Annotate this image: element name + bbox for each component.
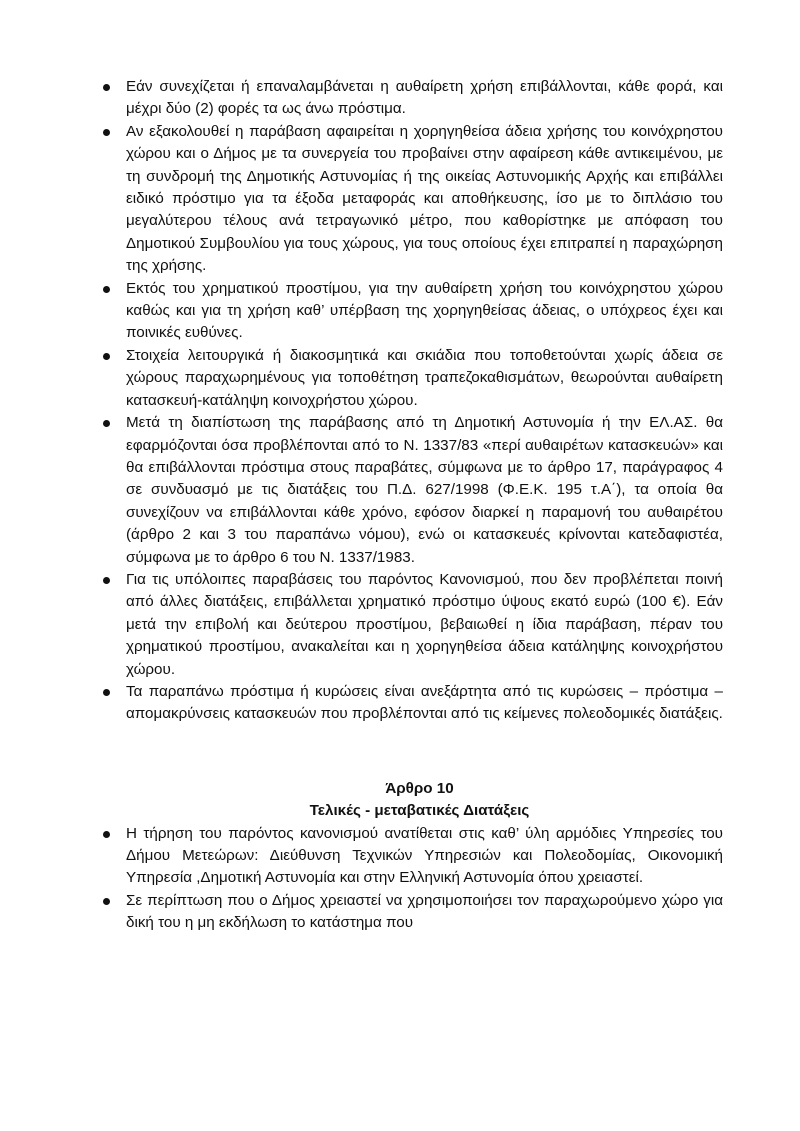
section-spacer bbox=[126, 726, 723, 778]
article-title: Τελικές - μεταβατικές Διατάξεις bbox=[309, 802, 530, 820]
list-item-text: Στοιχεία λειτουργικά ή διακοσμητικά και σκιάδια που τοποθετούνται χωρίς άδεια σε χώρους παραχωρημένους για τοποθέτηση τραπεζοκαθισμάτων, θεωρούνται αυθαίρετη κατασκευή-κατάληψη κοινοχρήστου χώρου. bbox=[126, 346, 723, 409]
penalties-list bbox=[126, 76, 723, 726]
list-item bbox=[126, 121, 723, 278]
bullet-icon bbox=[103, 353, 110, 360]
bullet-icon bbox=[103, 84, 110, 91]
bullet-icon bbox=[103, 689, 110, 696]
list-item-text: Αν εξακολουθεί η παράβαση αφαιρείται η χορηγηθείσα άδεια χρήσης του κοινόχρηστου χώρου και ο Δήμος με τα συνεργεία του προβαίνει στην αφαίρεση κάθε αντικειμένου, με τη συνδρομή της Δημοτικής Αστυνομίας ή της οικείας Αστυνομικής Αρχής και επιβάλλει ειδικό πρόστιμο για τα έξοδα μεταφοράς και αποθήκευσης, ίσο με το διπλάσιο του μεγαλύτερου τέλους ανά τετραγωνικό μέτρο, που καθορίστηκε με απόφαση του Δημοτικού Συμβουλίου για τους χώρους, για τους οποίους έχει επιτραπεί η παραχώρηση της χρήσης. bbox=[126, 122, 723, 275]
list-item-text: Εάν συνεχίζεται ή επαναλαμβάνεται η αυθαίρετη χρήση επιβάλλονται, κάθε φορά, και μέχρι δύο (2) φορές τα ως άνω πρόστιμα. bbox=[126, 78, 723, 118]
article-number: Άρθρο 10 bbox=[385, 779, 454, 797]
list-item bbox=[126, 278, 723, 345]
list-item bbox=[126, 412, 723, 569]
bullet-icon bbox=[103, 129, 110, 136]
list-item bbox=[126, 569, 723, 681]
list-item-text: Σε περίπτωση που ο Δήμος χρειαστεί να χρησιμοποιήσει τον παραχωρούμενο χώρο για δική του η μη εκδήλωση το κατάστημα που bbox=[126, 891, 723, 932]
list-item bbox=[126, 890, 723, 935]
list-item-text: Εκτός του χρηματικού προστίμου, για την αυθαίρετη χρήση του κοινόχρηστου χώρου καθώς και για τη χρήση καθ’ υπέρβαση της χορηγηθείσας άδειας, ο υπόχρεος έχει και ποινικές ευθύνες. bbox=[126, 279, 723, 342]
bullet-icon bbox=[103, 286, 110, 293]
list-item-text: Μετά τη διαπίστωση της παράβασης από τη Δημοτική Αστυνομία ή την ΕΛ.ΑΣ. θα εφαρμόζονται όσα προβλέπονται από το Ν. 1337/83 «περί αυθαιρέτων κατασκευών» και θα επιβάλλονται πρόστιμα στους παραβάτες, σύμφωνα με το άρθρο 17, παράγραφος 4 σε συνδυασμό με τις διατάξεις του Π.Δ. 627/1998 (Φ.Ε.Κ. 195 τ.Α΄), τα οποία θα συνεχίζουν να επιβάλλονται κάθε χρόνο, εφόσον διαρκεί η παραμονή του αυθαιρέτου (άρθρο 2 και 3 του παραπάνω νόμου), ενώ οι κατασκευές κρίνονται κατεδαφιστέα, σύμφωνα με το άρθρο 6 του Ν. 1337/1983. bbox=[126, 414, 723, 566]
list-item bbox=[126, 76, 723, 121]
list-item-text: Για τις υπόλοιπες παραβάσεις του παρόντος Κανονισμού, που δεν προβλέπεται ποινή από άλλες διατάξεις, επιβάλλεται χρηματικό πρόστιμο ύψους εκατό ευρώ (100 €). Εάν μετά την επιβολή και δεύτερου προστίμου, βεβαιωθεί η ίδια παράβαση, πέραν του χρηματικού προστίμου, ανακαλείται και η χορηγηθείσα άδεια κατάληψης κοινοχρήστου χώρου. bbox=[126, 570, 723, 678]
list-item bbox=[126, 823, 723, 890]
list-item-text: Η τήρηση του παρόντος κανονισμού ανατίθεται στις καθ’ ύλη αρμόδιες Υπηρεσίες του Δήμου Μετεώρων: Διεύθυνση Τεχνικών Υπηρεσιών και Πολεοδομίας, Οικονομική Υπηρεσία ,Δημοτική Αστυνομία και στην Ελληνική Αστυνομία όπου χρειαστεί. bbox=[126, 824, 723, 887]
page-content bbox=[126, 76, 723, 935]
bullet-icon bbox=[103, 831, 110, 838]
bullet-icon bbox=[103, 898, 110, 905]
bullet-icon bbox=[103, 577, 110, 584]
list-item-text: Τα παραπάνω πρόστιμα ή κυρώσεις είναι ανεξάρτητα από τις κυρώσεις – πρόστιμα – απομακρύνσεις κατασκευών που προβλέπονται από τις κείμενες πολεοδομικές διατάξεις. bbox=[126, 682, 723, 723]
final-provisions-list bbox=[126, 823, 723, 935]
bullet-icon bbox=[103, 420, 110, 427]
list-item bbox=[126, 345, 723, 412]
article-heading bbox=[116, 778, 723, 823]
list-item bbox=[126, 681, 723, 726]
